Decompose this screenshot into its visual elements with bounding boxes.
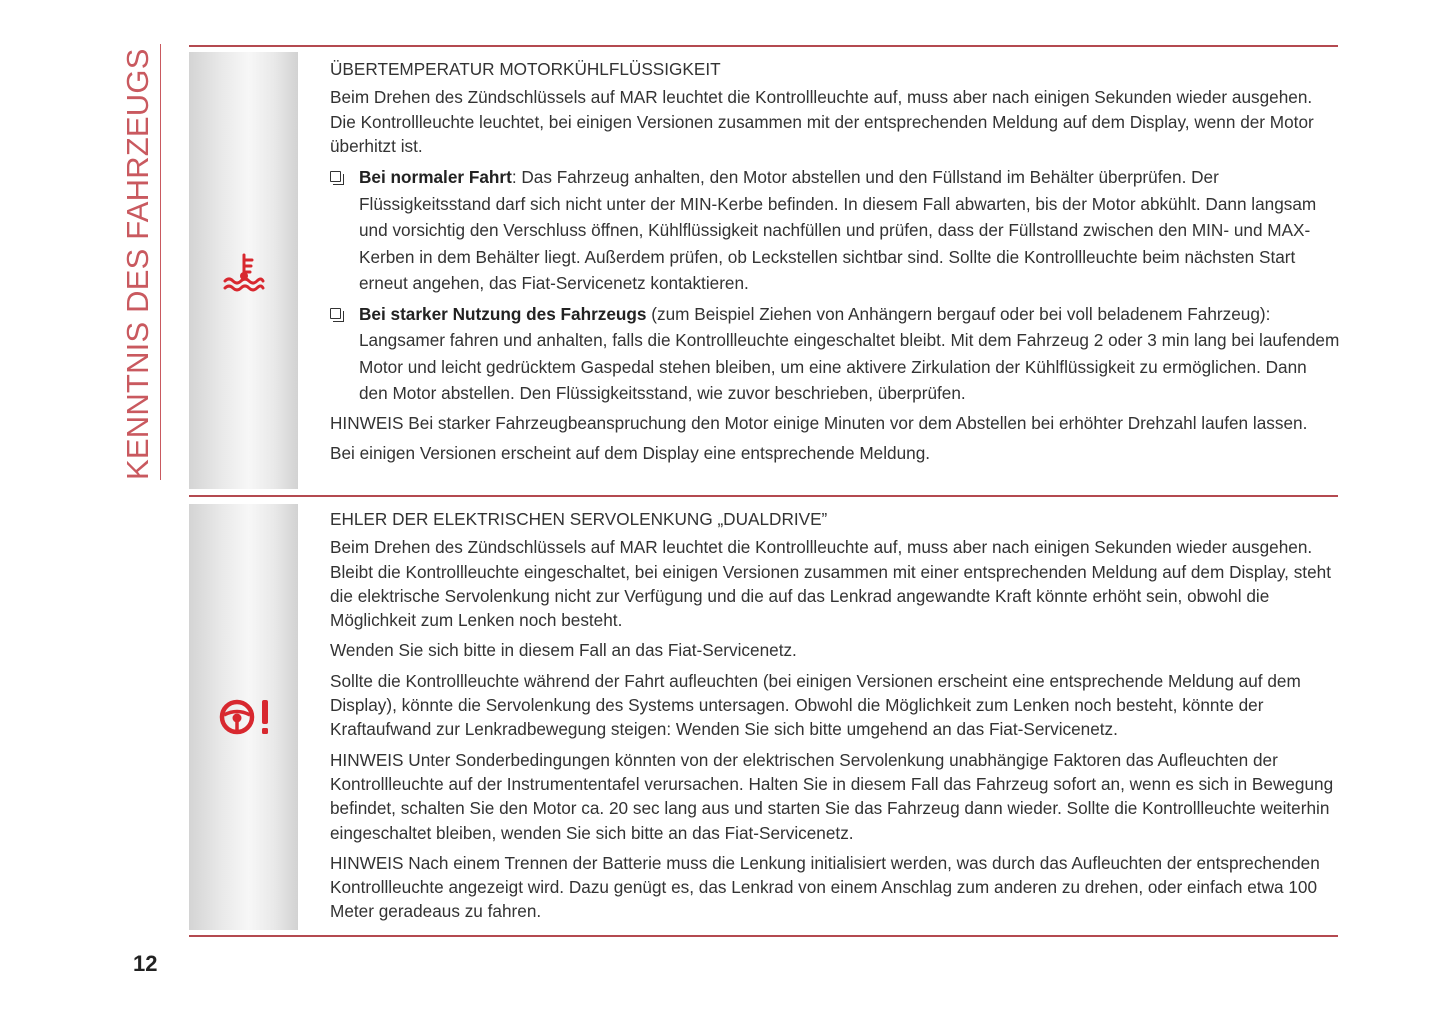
bullet-bold: Bei starker Nutzung des Fahrzeugs [359,303,647,324]
section-heading: ÜBERTEMPERATUR MOTORKÜHLFLÜSSIGKEIT [330,59,721,79]
note-paragraph: HINWEIS Bei starker Fahrzeugbeanspruchung den Motor einige Minuten vor dem Abstellen bei erhöhter Drehzahl laufen lassen. [330,412,1308,433]
paragraph: Wenden Sie sich bitte in diesem Fall an das Fiat-Servicenetz. [330,640,797,661]
chapter-divider [160,44,161,480]
section-rule-middle [189,495,1338,497]
section-rule-top [189,45,1338,47]
note-paragraph: HINWEIS Nach einem Trennen der Batterie muss die Lenkung initialisiert werden, was durch das Aufleuchten der entsprechenden Kontrollleuchte angezeigt wird. Dazu genügt es, das Lenkrad von einem Anschlag zum anderen zu drehen, oder einfach etwa 100 Meter geradeaus zu fahren. [330,852,1320,922]
checkbox-bullet-icon [330,171,341,182]
checkbox-bullet-icon [330,308,341,319]
bullet-text: : Das Fahrzeug anhalten, den Motor abstellen und den Füllstand im Behälter überprüfen. Der Flüssigkeitsstand darf sich nicht unter der MIN-Kerbe befinden. In diesem Fall abwarten, bis der Motor abkühlt. Dann langsam und vorsichtig den Verschluss öffnen, Kühlflüssigkeit nachfüllen und prüfen, dass der Füllstand zwischen den MIN- und MAX-Kerben in dem Behälter liegt. Außerdem prüfen, ob Leckstellen sichtbar sind. Sollte die Kontrollleuchte beim nächsten Start erneut angehen, das Fiat-Servicenetz kontaktieren. [359,167,1317,294]
list-item [330,164,1340,297]
page-number: 12 [133,951,158,976]
list-item [330,301,1340,407]
paragraph: Sollte die Kontrollleuchte während der Fahrt aufleuchten (bei einigen Versionen erscheint eine entsprechende Meldung auf dem Display), könnte die Servolenkung des Systems untersagen. Obwohl die Möglichkeit zum Lenken noch besteht, könnte der Kraftaufwand zur Lenkradbewegung steigen: Wenden Sie sich bitte umgehend an das Fiat-Servicenetz. [330,670,1301,740]
bullet-bold: Bei normaler Fahrt [359,167,512,188]
section-heading: EHLER DER ELEKTRISCHEN SERVOLENKUNG „DUALDRIVE” [330,509,828,529]
coolant-temperature-icon [222,252,266,297]
paragraph-intro: Beim Drehen des Zündschlüssels auf MAR leuchtet die Kontrollleuchte auf, muss aber nach einigen Sekunden wieder ausgehen. Die Kontrollleuchte leuchtet, bei einigen Versionen zusammen mit der entsprechenden Meldung auf dem Display, wenn der Motor überhitzt ist. [330,87,1314,156]
closing-paragraph: Bei einigen Versionen erscheint auf dem Display eine entsprechende Meldung. [330,442,931,463]
note-paragraph: HINWEIS Unter Sonderbedingungen könnten von der elektrischen Servolenkung unabhängige Faktoren das Aufleuchten der Kontrollleuchte auf der Instrumententafel verursachen. Halten Sie in diesem Fall das Fahrzeug sofort an, wenn es sich in Bewegung befindet, schalten Sie den Motor ca. 20 sec lang aus und starten Sie das Fahrzeug dann wieder. Sollte die Kontrollleuchte weiterhin eingeschaltet bleiben, wenden Sie sich bitte an das Fiat-Servicenetz. [330,749,1334,843]
section-steering [330,507,1340,930]
chapter-title: KENNTNIS DES FAHRZEUGS [120,48,155,480]
power-steering-warning-icon [218,697,274,742]
paragraph: Beim Drehen des Zündschlüssels auf MAR leuchtet die Kontrollleuchte auf, muss aber nach einigen Sekunden wieder ausgehen. Bleibt die Kontrollleuchte eingeschaltet, bei einigen Versionen zusammen mit einer entsprechenden Meldung auf dem Display, steht die elektrische Servolenkung nicht zur Verfügung und die auf das Lenkrad angewandte Kraft könnte erhöht sein, obwohl die Möglichkeit zum Lenken noch besteht. [330,537,1331,631]
bullet-text: (zum Beispiel Ziehen von Anhängern bergauf oder bei voll beladenem Fahrzeug): Langsamer fahren und anhalten, falls die Kontrollleuchte eingeschaltet bleibt. Mit dem Fahrzeug 2 oder 3 min lang bei laufendem Motor und leicht gedrücktem Gaspedal stehen bleiben, um eine aktivere Zirkulation der Kühlflüssigkeit zu ermöglichen. Dann den Motor abstellen. Den Flüssigkeitsstand, wie zuvor beschrieben, überprüfen. [359,303,1340,404]
section-rule-bottom [189,935,1338,937]
section-coolant [330,57,1340,471]
